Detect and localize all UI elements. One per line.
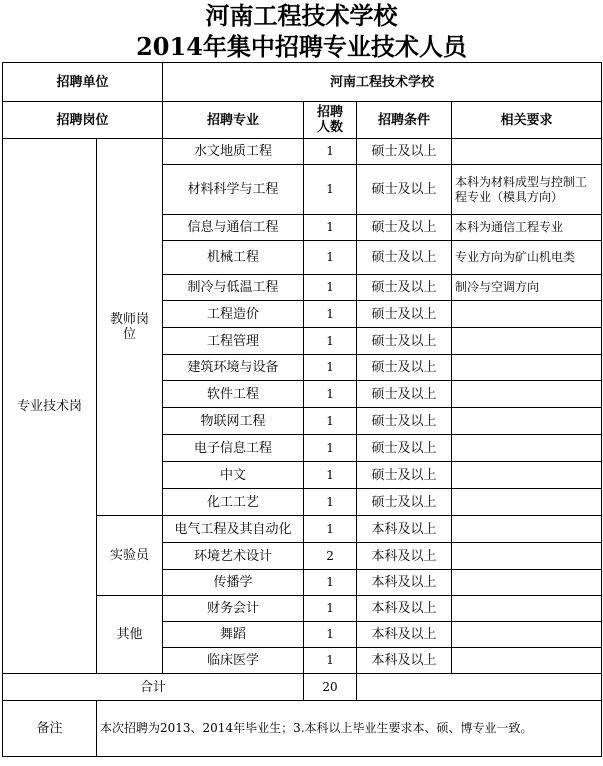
cond-label: 招聘条件 [357, 102, 452, 139]
cond-cell: 硕士及以上 [357, 462, 452, 489]
note-row [3, 701, 602, 757]
cond-cell: 本科及以上 [357, 648, 452, 674]
count-cell: 1 [304, 462, 357, 489]
recruitment-table [2, 62, 602, 757]
count-cell: 1 [304, 241, 357, 275]
major-cell: 软件工程 [163, 381, 304, 408]
count-cell: 1 [304, 301, 357, 328]
major-cell: 建筑环境与设备 [163, 355, 304, 381]
cond-cell: 本科及以上 [357, 570, 452, 596]
major-cell: 制冷与低温工程 [163, 275, 304, 301]
header-row-unit [3, 63, 602, 102]
note-label: 备注 [3, 701, 97, 757]
total-empty [357, 674, 602, 701]
req-cell [452, 648, 602, 674]
major-cell: 财务会计 [163, 596, 304, 622]
major-cell: 中文 [163, 462, 304, 489]
cond-cell: 本科及以上 [357, 516, 452, 543]
post-label: 招聘岗位 [3, 102, 163, 139]
unit-label: 招聘单位 [3, 63, 163, 102]
cond-cell: 硕士及以上 [357, 381, 452, 408]
req-cell [452, 516, 602, 543]
req-cell [452, 355, 602, 381]
major-cell: 电子信息工程 [163, 435, 304, 462]
count-cell: 1 [304, 328, 357, 355]
major-cell: 工程造价 [163, 301, 304, 328]
major-cell: 材料科学与工程 [163, 165, 304, 215]
req-label: 相关要求 [452, 102, 602, 139]
major-cell: 化工工艺 [163, 489, 304, 516]
count-cell: 1 [304, 215, 357, 241]
req-cell [452, 543, 602, 570]
count-cell: 1 [304, 165, 357, 215]
count-cell: 1 [304, 489, 357, 516]
count-cell: 1 [304, 596, 357, 622]
major-cell: 工程管理 [163, 328, 304, 355]
major-cell: 舞蹈 [163, 622, 304, 648]
count-cell: 1 [304, 570, 357, 596]
category-cell: 专业技术岗 [3, 139, 97, 674]
cond-cell: 硕士及以上 [357, 435, 452, 462]
major-cell: 机械工程 [163, 241, 304, 275]
count-cell: 1 [304, 435, 357, 462]
count-cell: 1 [304, 516, 357, 543]
cond-cell: 硕士及以上 [357, 301, 452, 328]
count-label: 招聘人数 [304, 102, 357, 139]
major-cell: 电气工程及其自动化 [163, 516, 304, 543]
major-cell: 信息与通信工程 [163, 215, 304, 241]
total-value: 20 [304, 674, 357, 701]
cond-cell: 硕士及以上 [357, 241, 452, 275]
major-cell: 临床医学 [163, 648, 304, 674]
major-cell: 传播学 [163, 570, 304, 596]
req-cell [452, 408, 602, 435]
major-label: 招聘专业 [163, 102, 304, 139]
major-cell: 水文地质工程 [163, 139, 304, 165]
cond-cell: 硕士及以上 [357, 275, 452, 301]
req-cell [452, 301, 602, 328]
header-row-columns [3, 102, 602, 139]
count-cell: 1 [304, 648, 357, 674]
group-cell-teacher: 教师岗位 [97, 139, 163, 516]
group-cell-other: 其他 [97, 596, 163, 674]
req-cell [452, 139, 602, 165]
req-cell: 制冷与空调方向 [452, 275, 602, 301]
req-cell [452, 489, 602, 516]
cond-cell: 硕士及以上 [357, 165, 452, 215]
group-cell-lab: 实验员 [97, 516, 163, 596]
count-cell: 1 [304, 408, 357, 435]
req-cell [452, 622, 602, 648]
total-label: 合计 [3, 674, 304, 701]
cond-cell: 硕士及以上 [357, 215, 452, 241]
table-row [3, 139, 602, 165]
document-subtitle: 2014年集中招聘专业技术人员 [136, 32, 467, 61]
major-cell: 物联网工程 [163, 408, 304, 435]
cond-cell: 硕士及以上 [357, 355, 452, 381]
cond-cell: 硕士及以上 [357, 139, 452, 165]
document-title: 河南工程技术学校 [205, 1, 398, 30]
note-text: 本次招聘为2013、2014年毕业生；3.本科以上毕业生要求本、硕、博专业一致。 [97, 701, 602, 757]
cond-cell: 硕士及以上 [357, 408, 452, 435]
req-cell [452, 381, 602, 408]
req-cell [452, 462, 602, 489]
count-cell: 1 [304, 381, 357, 408]
cond-cell: 本科及以上 [357, 596, 452, 622]
cond-cell: 本科及以上 [357, 543, 452, 570]
count-cell: 2 [304, 543, 357, 570]
req-cell: 本科为材料成型与控制工程专业（模具方向） [452, 165, 602, 215]
req-cell: 本科为通信工程专业 [452, 215, 602, 241]
unit-value: 河南工程技术学校 [163, 63, 602, 102]
cond-cell: 硕士及以上 [357, 328, 452, 355]
req-cell [452, 570, 602, 596]
count-cell: 1 [304, 275, 357, 301]
req-cell [452, 328, 602, 355]
count-cell: 1 [304, 139, 357, 165]
major-cell: 环境艺术设计 [163, 543, 304, 570]
cond-cell: 本科及以上 [357, 622, 452, 648]
req-cell [452, 435, 602, 462]
count-cell: 1 [304, 622, 357, 648]
req-cell [452, 596, 602, 622]
count-cell: 1 [304, 355, 357, 381]
req-cell: 专业方向为矿山机电类 [452, 241, 602, 275]
total-row [3, 674, 602, 701]
cond-cell: 硕士及以上 [357, 489, 452, 516]
